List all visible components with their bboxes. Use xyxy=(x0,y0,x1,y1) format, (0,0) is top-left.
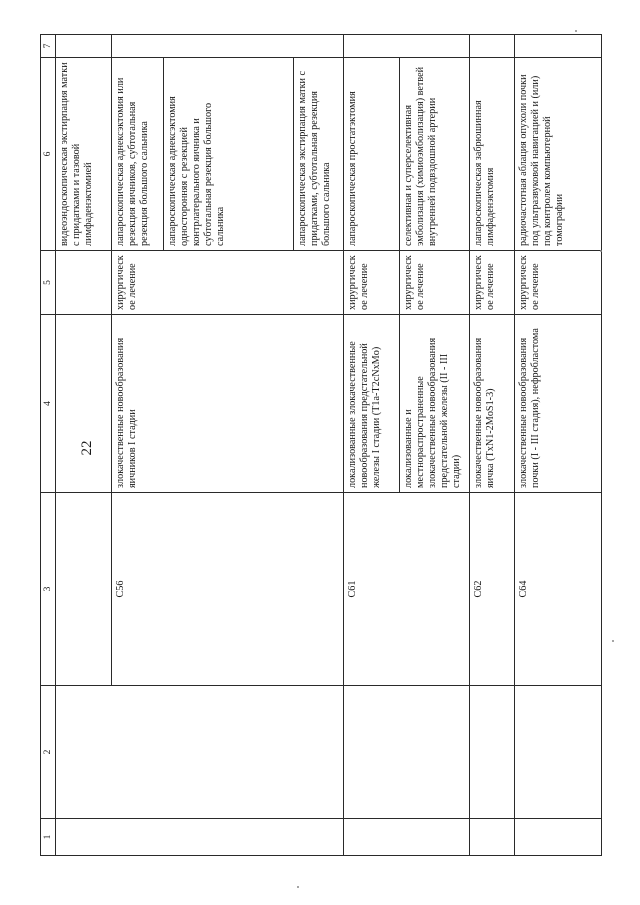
empty-cell xyxy=(112,35,344,58)
column-number: 4 xyxy=(41,315,56,493)
disease-cell: локализованные злокачественные новообразования предстательной железы I стадии (T1a-T2cNxMo) xyxy=(344,315,400,493)
treatment-type-cell: хирургическое лечение xyxy=(112,251,344,315)
treatment-method-cell: радиочастотная аблация опухоли почки под ультразвуковой навигацией и (или) под контролем компьютерной томографии xyxy=(515,58,602,251)
table-row xyxy=(56,35,112,856)
column-number: 5 xyxy=(41,251,56,315)
empty-cell xyxy=(515,686,602,819)
empty-cell xyxy=(470,819,515,856)
table-row xyxy=(344,35,400,856)
table-row xyxy=(470,35,515,856)
empty-cell xyxy=(344,35,470,58)
treatment-type-cell: хирургическое лечение xyxy=(470,251,515,315)
treatment-method-cell: лапароскопическая простатэктомия xyxy=(344,58,400,251)
column-number: 2 xyxy=(41,686,56,819)
treatment-type-cell: хирургическое лечение xyxy=(400,251,470,315)
empty-cell xyxy=(515,35,602,58)
icd-code-cell: C62 xyxy=(470,493,515,686)
treatment-method-cell: селективная и суперселективная эмболизация (химиоэмболизация) ветвей внутренней подвздошной артерии xyxy=(400,58,470,251)
scan-speck xyxy=(612,640,614,642)
empty-cell xyxy=(515,819,602,856)
empty-cell xyxy=(56,819,344,856)
empty-cell xyxy=(56,35,112,58)
icd-code-cell: C64 xyxy=(515,493,602,686)
treatment-method-cell: видеоэндоскопическая экстирпация матки с придатками и тазовой лимфаденэктомией xyxy=(56,58,112,251)
table-row xyxy=(515,35,602,856)
rotated-table-sheet xyxy=(40,34,602,856)
procedures-table xyxy=(40,34,602,856)
disease-cell: локализованные и местнораспространенные злокачественные новообразования предстательной железы (II - III стадии) xyxy=(400,315,470,493)
disease-cell: злокачественные новообразования почки (I - III стадия), нефробластома xyxy=(515,315,602,493)
empty-cell xyxy=(470,686,515,819)
treatment-method-cell: лапароскопическая забрюшинная лимфаденэктомия xyxy=(470,58,515,251)
scan-speck xyxy=(575,30,577,32)
column-number: 7 xyxy=(41,35,56,58)
disease-cell: злокачественные новообразования яичка (TxN1-2MoS1-3) xyxy=(470,315,515,493)
empty-cell xyxy=(56,315,112,493)
treatment-type-cell: хирургическое лечение xyxy=(515,251,602,315)
scan-speck xyxy=(297,886,299,888)
page-number: 22 xyxy=(79,440,95,456)
column-number: 6 xyxy=(41,58,56,251)
treatment-type-cell: хирургическое лечение xyxy=(344,251,400,315)
treatment-method-cell: лапароскопическая аднексэктомия или резекция яичников, субтотальная резекция большого сальника xyxy=(112,58,164,251)
column-number: 3 xyxy=(41,493,56,686)
empty-cell xyxy=(56,251,112,315)
empty-cell xyxy=(344,819,470,856)
icd-code-cell: C56 xyxy=(112,493,344,686)
empty-cell xyxy=(470,35,515,58)
empty-cell xyxy=(56,686,344,819)
column-number: 1 xyxy=(41,819,56,856)
disease-cell: злокачественные новообразования яичников I стадии xyxy=(112,315,344,493)
treatment-method-cell: лапароскопическая экстирпация матки с придатками, субтотальная резекция большого сальника xyxy=(294,58,344,251)
empty-cell xyxy=(344,686,470,819)
empty-cell xyxy=(56,493,112,686)
column-number-row xyxy=(41,35,56,856)
scan-speck xyxy=(600,250,602,252)
icd-code-cell: C61 xyxy=(344,493,470,686)
treatment-method-cell: лапароскопическая аднексэктомия односторонняя с резекцией контрлатерального яичника и субтотальная резекция большого сальника xyxy=(164,58,294,251)
